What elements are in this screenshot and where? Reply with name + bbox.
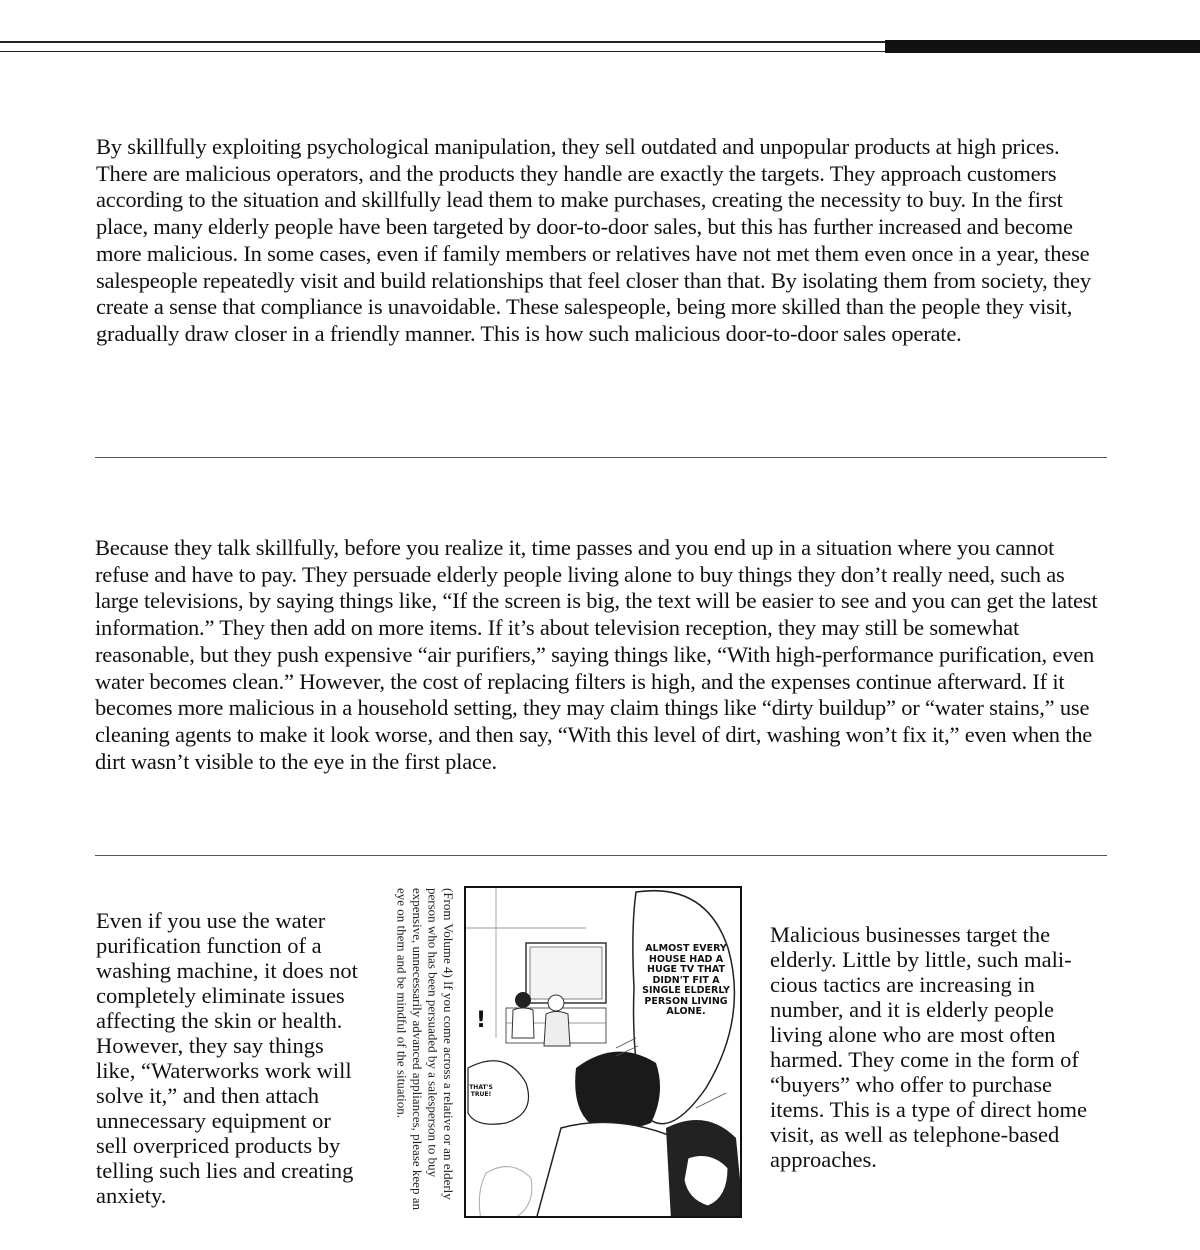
- manga-panel-illustration: [466, 888, 742, 1218]
- right-column-text: Malicious businesses target the elderly. Little by little, such malicious tactics are increasing in number, and it is elderly people living alone who are most often harmed. They come in the form of “buyers” who offer to purchase items. This is a type of direct home visit, as well as telephone-based approaches.: [770, 922, 1088, 1172]
- panel-small-bubble: THAT'S TRUE!: [469, 1084, 493, 1098]
- section-divider-2: [95, 855, 1107, 856]
- header-rule-thick: [885, 40, 1200, 53]
- panel-speech-bubble: ALMOST EVERY HOUSE HAD A HUGE TV THAT DIDN'T FIT A SINGLE ELDERLY PERSON LIVING ALONE.: [642, 943, 730, 1017]
- panel-exclamation: !: [476, 1008, 487, 1033]
- paragraph-2: Because they talk skillfully, before you realize it, time passes and you end up in a situation where you cannot refuse and have to pay. They persuade elderly people living alone to buy things they don’t really need, such as large televisions, by saying things like, “If the screen is big, the text will be easier to see and you can get the latest information.” They then add on more items. If it’s about television reception, they may still be somewhat reasonable, but they push expensive “air purifiers,” saying things like, “With high-performance purification, even water becomes clean.” However, the cost of replacing filters is high, and the expenses continue afterward. If it becomes more malicious in a household setting, they may claim things like “dirty buildup” or “water stains,” use cleaning agents to make it look worse, and then say, “With this level of dirt, washing won’t fix it,” even when the dirt wasn’t visible to the eye in the first place.: [95, 535, 1098, 774]
- left-column-text: Even if you use the water purification function of a washing machine, it does not completely eliminate issues affecting the skin or health. However, they say things like, “Waterworks work will solve it,” and then attach unnecessary equipment or sell overpriced products by telling such lies and creating anxiety.: [96, 908, 358, 1208]
- panel-caption: (From Volume 4) If you come across a relative or an elderly person who has been persuaded by a salesperson to buy expensive, unnecessarily advanced appliances, please keep an eye on them and be mindful of the situation.: [394, 888, 456, 1210]
- section-divider-1: [95, 457, 1107, 458]
- header-rule-thin: [0, 41, 885, 43]
- manga-panel: [464, 886, 742, 1218]
- paragraph-1: By skillfully exploiting psychological manipulation, they sell outdated and unpopular products at high prices. There are malicious operators, and the products they handle are exactly the targets. They approach customers according to the situation and skillfully lead them to make purchases, creating the necessity to buy. In the first place, many elderly people have been targeted by door-to-door sales, but this has further increased and become more malicious. In some cases, even if family members or relatives have not met them even once in a year, these salespeople repeatedly visit and build relationships that feel closer than that. By isolating them from society, they create a sense that compliance is unavoidable. These salespeople, being more skilled than the people they visit, gradually draw closer in a friendly manner. This is how such malicious door-to-door sales operate.: [96, 134, 1091, 346]
- header-rule-under: [0, 51, 885, 52]
